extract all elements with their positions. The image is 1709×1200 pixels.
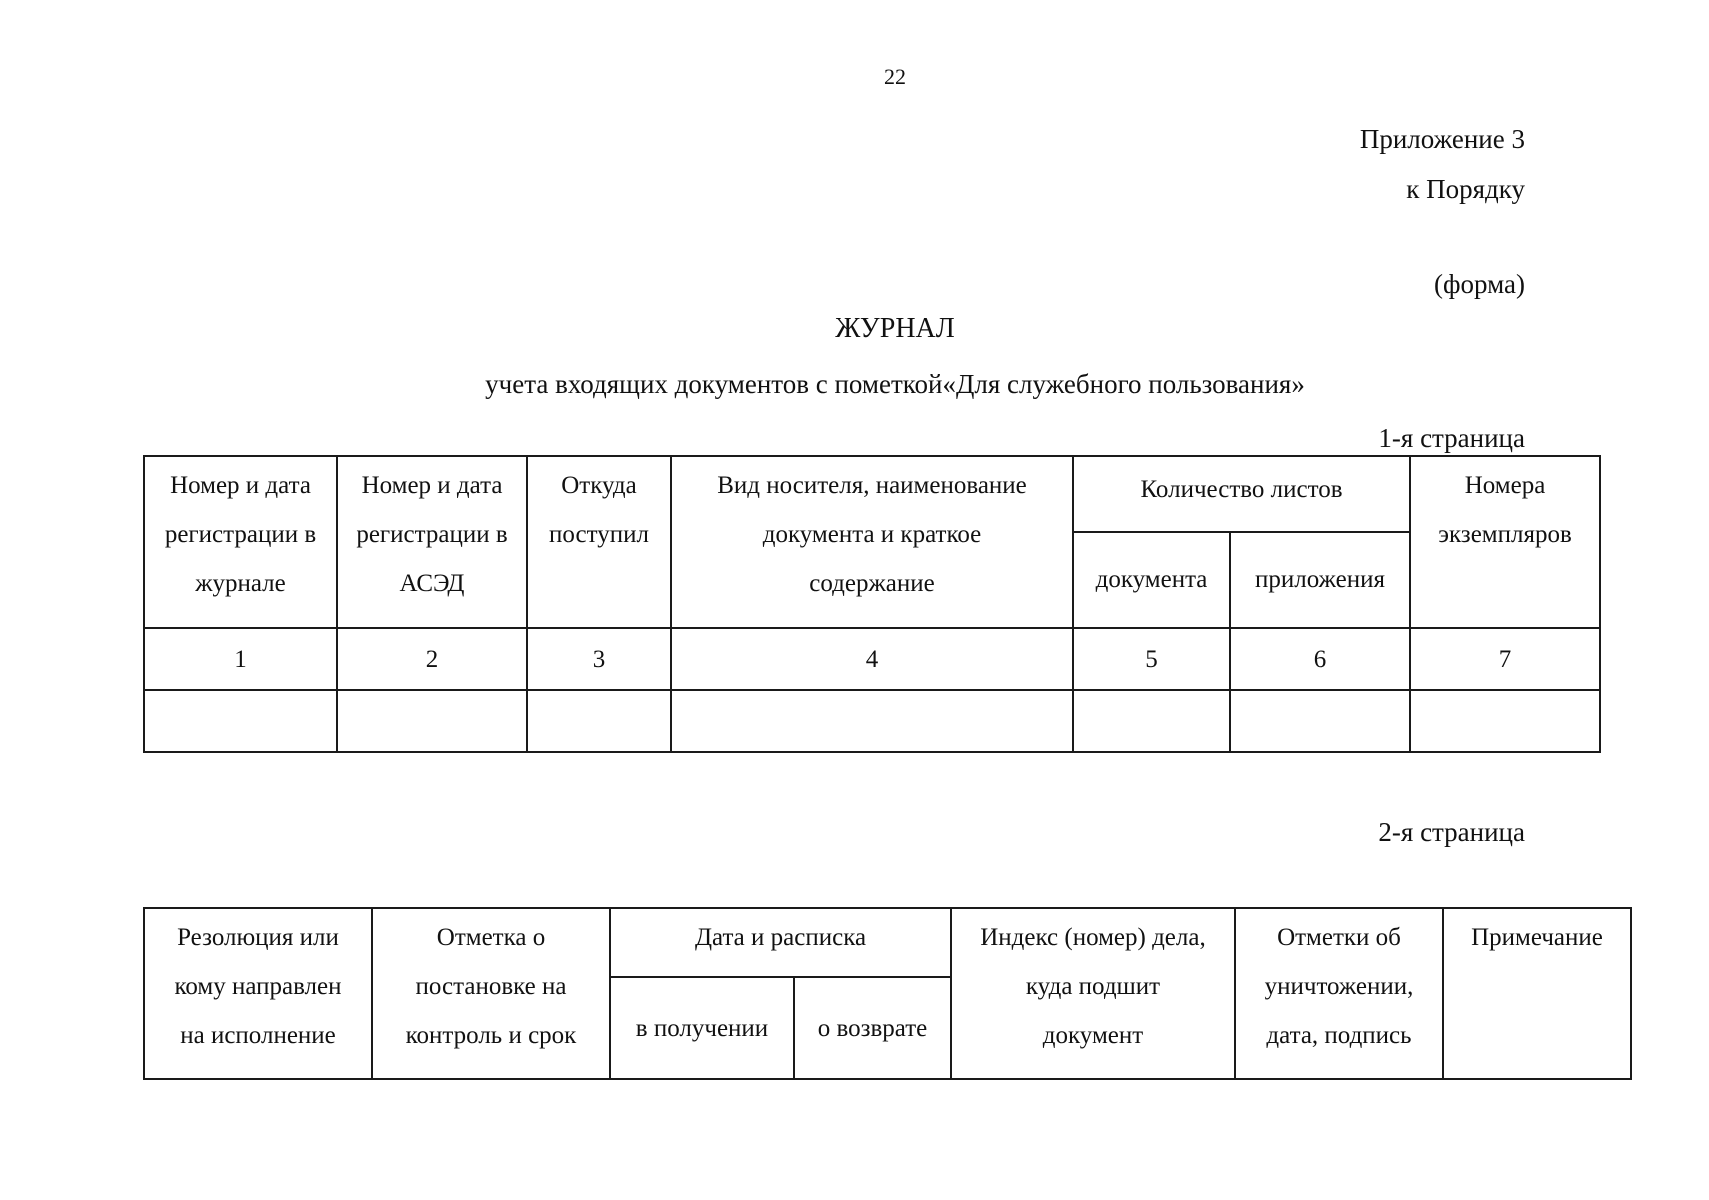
header-text: Отметка о постановке на контроль и срок: [405, 924, 577, 1049]
form-note: (форма): [1434, 269, 1525, 299]
header-text: Дата и расписка: [694, 924, 867, 951]
table-header-row: [144, 908, 1631, 977]
header-text: документа: [1095, 566, 1208, 594]
document-subtitle: учета входящих документов с пометкой«Для служебного пользования»: [485, 369, 1305, 399]
header-cell-on-receipt: [610, 977, 794, 1079]
column-number: 5: [1073, 628, 1230, 690]
column-number-row: [144, 628, 1600, 690]
empty-cell: [1073, 690, 1230, 752]
header-cell-note: [1443, 908, 1631, 1079]
column-number: 3: [527, 628, 671, 690]
header-cell-on-return: [794, 977, 951, 1079]
header-text: Номер и дата регистрации в АСЭД: [356, 472, 508, 597]
header-cell-case-index: [951, 908, 1235, 1079]
column-number: 4: [671, 628, 1073, 690]
empty-entry-row: [144, 690, 1600, 752]
column-number: 6: [1230, 628, 1410, 690]
empty-cell: [1410, 690, 1600, 752]
header-text: Откуда поступил: [549, 472, 649, 548]
header-text: Количество листов: [1140, 476, 1343, 503]
table-header-row: [144, 456, 1600, 532]
header-cell-copy-numbers: [1410, 456, 1600, 628]
header-text: в получении: [635, 1014, 769, 1042]
header-cell-resolution: [144, 908, 372, 1079]
page1-label: 1-я страница: [1378, 423, 1525, 453]
column-number: 2: [337, 628, 527, 690]
order-reference: к Порядку: [1406, 174, 1525, 204]
header-cell-date-receipt: [610, 908, 951, 977]
header-text: Вид носителя, наименование документа и краткое содержание: [717, 472, 1027, 597]
empty-cell: [527, 690, 671, 752]
empty-cell: [671, 690, 1073, 752]
journal-table-page2: [143, 907, 1632, 1080]
header-cell-registration-ased: [337, 456, 527, 628]
empty-cell: [337, 690, 527, 752]
header-cell-source: [527, 456, 671, 628]
page2-label: 2-я страница: [1378, 817, 1525, 847]
column-number: 7: [1410, 628, 1600, 690]
header-cell-sheet-count: [1073, 456, 1410, 532]
header-cell-attachment-sheets: [1230, 532, 1410, 628]
header-text: Номер и дата регистрации в журнале: [164, 472, 317, 597]
journal-table-page1: [143, 455, 1601, 753]
document-title: ЖУРНАЛ: [835, 313, 955, 344]
header-cell-document-sheets: [1073, 532, 1230, 628]
header-cell-destruction-marks: [1235, 908, 1443, 1079]
header-text: Примечание: [1471, 924, 1603, 951]
column-number: 1: [144, 628, 337, 690]
header-cell-control-mark: [372, 908, 610, 1079]
header-text: Номера экземпляров: [1438, 472, 1572, 548]
empty-cell: [144, 690, 337, 752]
header-cell-registration-journal: [144, 456, 337, 628]
header-cell-medium-content: [671, 456, 1073, 628]
page-number: 22: [884, 64, 906, 89]
header-text: о возврате: [817, 1014, 928, 1042]
header-text: приложения: [1255, 566, 1385, 594]
header-text: Резолюция или кому направлен на исполнение: [174, 924, 342, 1049]
empty-cell: [1230, 690, 1410, 752]
appendix-label: Приложение 3: [1359, 124, 1525, 154]
header-text: Отметки об уничтожении, дата, подпись: [1264, 924, 1414, 1049]
header-text: Индекс (номер) дела, куда подшит документ: [980, 924, 1206, 1049]
